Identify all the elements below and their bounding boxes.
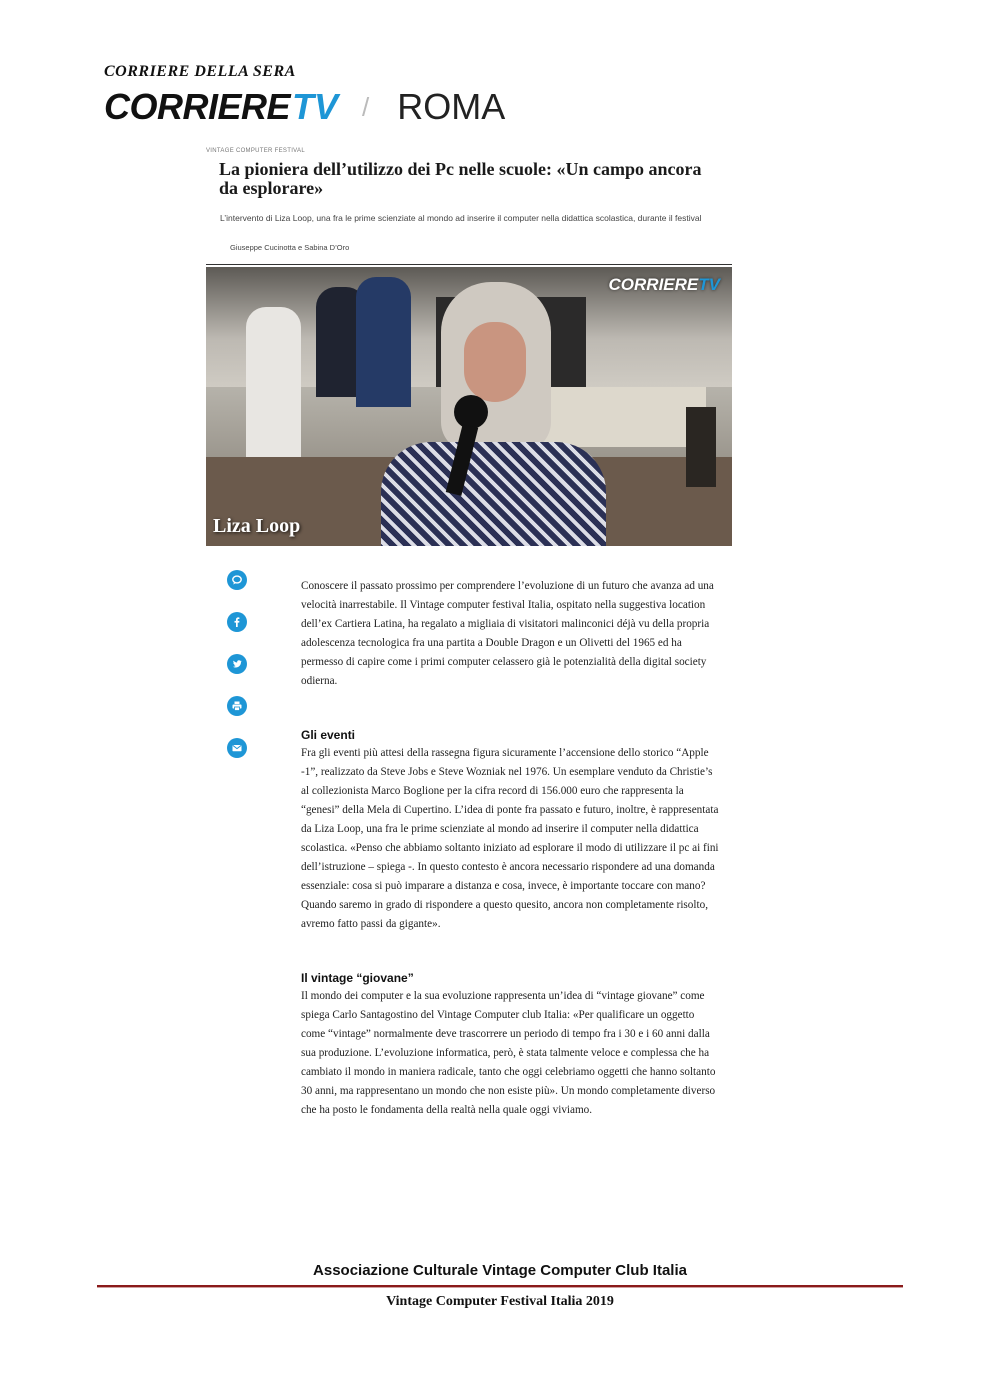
- video-scene-speaker-face: [464, 322, 526, 402]
- article-kicker[interactable]: VINTAGE COMPUTER FESTIVAL: [206, 148, 305, 154]
- logo-tv: TV: [292, 86, 339, 127]
- comment-icon[interactable]: [227, 570, 247, 590]
- twitter-icon[interactable]: [227, 654, 247, 674]
- article-subtitle: L’intervento di Liza Loop, una fra le prime scienziate al mondo ad inserire il computer nella didattica scolastica, durante il festival: [220, 213, 702, 223]
- facebook-icon[interactable]: [227, 612, 247, 632]
- footer-organization: Associazione Culturale Vintage Computer Club Italia: [313, 1262, 687, 1279]
- header-divider: [206, 264, 732, 265]
- logo-separator: /: [362, 91, 370, 122]
- article-body: [301, 577, 721, 1120]
- section-heading-eventi: Gli eventi: [301, 728, 356, 742]
- body-intro: Conoscere il passato prossimo per comprendere l’evoluzione di un futuro che avanza ad una velocità inarrestabile. Il Vintage computer festival Italia, ospitato nella suggestiva location dell’ex Cartiera Latina, ha regalato a migliaia di visitatori malinconici déjà vu della propria adolescenza tecnologica fra una partita a Double Dragon e un Olivetti del 1965 ed ha permesso di capire come i primi computer celassero già le potenzialità della digital society odierna.: [301, 580, 714, 687]
- watermark-main: CORRIERE: [608, 275, 699, 294]
- video-watermark-logo: [609, 275, 720, 295]
- video-scene-chair: [686, 407, 716, 487]
- video-scene-microphone: [454, 395, 488, 429]
- article-authors: Giuseppe Cucinotta e Sabina D’Oro: [230, 243, 350, 252]
- article-header: [206, 148, 732, 252]
- footer-divider-shadow: [97, 1287, 903, 1288]
- video-scene-person: [246, 307, 301, 457]
- logo-main: CORRIERE: [104, 86, 291, 127]
- video-scene-person: [356, 277, 411, 407]
- email-icon[interactable]: [227, 738, 247, 758]
- footer-event: Vintage Computer Festival Italia 2019: [386, 1294, 614, 1309]
- section-city[interactable]: ROMA: [397, 86, 506, 127]
- section-text-vintage: Il mondo dei computer e la sua evoluzione rappresenta un’idea di “vintage giovane” come spiega Carlo Santagostino del Vintage Computer club Italia: «Per qualificare un oggetto come “vintage” normalmente deve trascorrere un periodo di tempo fra i 30 e i 60 anni dalla sua produzione. L’evoluzione informatica, però, è stata talmente veloce e complessa che ha cambiato il mondo in maniera radicale, tanto che oggi celebriamo oggetti che hanno soltanto 30 anni, ma rappresentano un mondo che non esiste più». Un mondo completamente diverso che ha posto le fondamenta della realtà nella quale oggi viviamo.: [301, 990, 716, 1116]
- watermark-tv: TV: [698, 275, 720, 294]
- masthead-small[interactable]: CORRIERE DELLA SERA: [104, 63, 296, 80]
- section-heading-vintage: Il vintage “giovane”: [301, 971, 414, 985]
- article-headline: La pioniera dell’utilizzo dei Pc nelle scuole: «Un campo ancora da esplorare»: [219, 159, 702, 198]
- video-scene-speaker-body: [381, 442, 606, 546]
- masthead-logo[interactable]: [104, 84, 505, 130]
- print-icon[interactable]: [227, 696, 247, 716]
- video-caption: Liza Loop: [213, 515, 301, 537]
- video-player[interactable]: [206, 267, 732, 546]
- section-text-eventi: Fra gli eventi più attesi della rassegna figura sicuramente l’accensione dello storico “Apple -1”, realizzato da Steve Jobs e Steve Wozniak nel 1976. Un esemplare venduto da Christie’s al collezionista Marco Boglione per la cifra record di 156.000 euro che rappresenta la “genesi” della Mela di Cupertino. L’idea di ponte fra passato e futuro, inoltre, è rappresentata da Liza Loop, una fra le prime scienziate al mondo ad inserire il computer nella didattica scolastica. «Penso che abbiamo soltanto iniziato ad esplorare il modo di utilizzare il pc ai fini dell’istruzione – spiega -. In questo contesto è ancora necessario rispondere ad una domanda essenziale: cosa si può imparare a distanza e cosa, invece, è importante toccare con mano? Quando saremo in grado di rispondere a questo quesito, ancora non completamente risolto, avremo fatto passi da gigante».: [301, 747, 719, 930]
- share-bar: [227, 570, 249, 780]
